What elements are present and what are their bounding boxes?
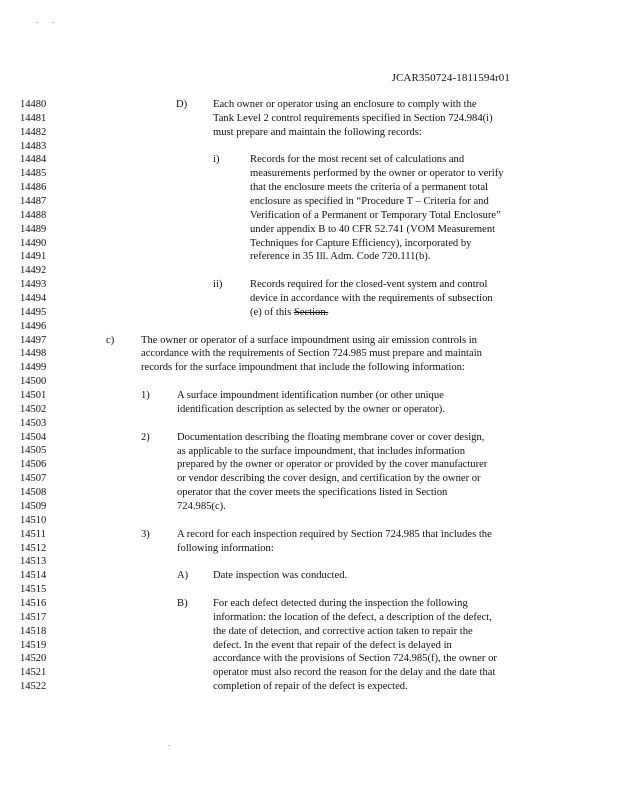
line-number: 14488 <box>20 209 47 221</box>
line-number: 14510 <box>20 514 47 526</box>
line-number: 14481 <box>20 112 47 124</box>
text-line: that the enclosure meets the criteria of a permanent total <box>250 182 488 194</box>
line-number: 14515 <box>20 584 47 596</box>
scan-speck <box>52 22 54 23</box>
text-line: A record for each inspection required by Section 724.985 that includes the <box>177 528 492 540</box>
line-number: 14480 <box>20 99 47 110</box>
line-number: 14494 <box>20 293 47 305</box>
text-line: reference in 35 Ill. Adm. Code 720.111(b). <box>250 251 431 263</box>
line-number: 14511 <box>20 528 46 540</box>
line-number: 14499 <box>20 362 47 374</box>
line-number: 14512 <box>20 542 47 554</box>
document-header-id: JCAR350724-1811594r01 <box>391 72 510 84</box>
line-number: 14504 <box>20 431 47 443</box>
line-number: 14505 <box>20 445 47 457</box>
line-number: 14506 <box>20 459 47 471</box>
text-line: following information: <box>177 542 274 554</box>
text-line: A surface impoundment identification number (or other unique <box>177 390 444 402</box>
line-number: 14507 <box>20 473 47 485</box>
line-number: 14495 <box>20 306 47 318</box>
text-line: Records required for the closed-vent system and control <box>250 279 488 291</box>
text-line: accordance with the provisions of Section 724.985(f), the owner or <box>213 653 497 665</box>
item-c-3-B-marker: B) <box>177 598 188 609</box>
line-number-gutter <box>20 98 68 694</box>
item-c-2-marker: 2) <box>141 431 150 443</box>
text-line: identification description as selected by the owner or operator). <box>177 403 445 415</box>
text-line: under appendix B to 40 CFR 52.741 (VOM Measurement <box>250 223 496 235</box>
scan-speck <box>168 745 170 746</box>
item-c-3-marker: 3) <box>141 528 150 540</box>
line-number: 14508 <box>20 487 47 499</box>
line-number: 14500 <box>20 376 47 388</box>
text-line: Documentation describing the floating membrane cover or cover design, <box>177 431 485 443</box>
line-number: 14503 <box>20 417 47 429</box>
line-number: 14485 <box>20 168 47 180</box>
line-number: 14520 <box>20 653 47 665</box>
line-number: 14514 <box>20 570 47 582</box>
text-line: For each defect detected during the inspection the following <box>213 597 468 609</box>
item-D-ii-last-prefix: (e) of this <box>250 306 294 318</box>
line-number: 14522 <box>20 681 47 693</box>
line-number: 14521 <box>20 667 47 679</box>
text-line: the date of detection, and corrective action taken to repair the <box>213 625 473 637</box>
line-number: 14519 <box>20 639 47 651</box>
line-number: 14492 <box>20 265 47 277</box>
text-line: Date inspection was conducted. <box>213 570 348 582</box>
text-line: records for the surface impoundment that include the following information: <box>141 362 465 374</box>
line-number: 14517 <box>20 611 47 623</box>
line-number: 14498 <box>20 348 47 360</box>
line-number: 14496 <box>20 320 47 332</box>
text-line: Each owner or operator using an enclosure to comply with the <box>213 99 477 110</box>
scan-speck <box>36 22 38 23</box>
text-line: defect. In the event that repair of the defect is delayed in <box>213 639 452 651</box>
line-number: 14518 <box>20 625 47 637</box>
line-number: 14486 <box>20 182 47 194</box>
text-line: Techniques for Capture Efficiency), incorporated by <box>250 237 472 249</box>
item-c-1-marker: 1) <box>141 390 150 402</box>
line-number: 14483 <box>20 140 47 152</box>
text-line: information: the location of the defect, a description of the defect, <box>213 611 492 623</box>
text-line: as applicable to the surface impoundment, that includes information <box>177 445 466 457</box>
text-line: completion of repair of the defect is expected. <box>213 681 408 693</box>
line-number: 14484 <box>20 154 47 166</box>
item-c-3-A-marker: A) <box>177 570 189 582</box>
text-line: 724.985(c). <box>177 500 226 512</box>
item-D-ii-last-line <box>250 306 328 320</box>
text-line: Verification of a Permanent or Temporary Total Enclosure” <box>250 209 501 221</box>
text-line: The owner or operator of a surface impoundment using air emission controls in <box>141 334 477 346</box>
line-number: 14487 <box>20 196 47 208</box>
item-c-marker: c) <box>106 334 115 346</box>
text-line: must prepare and maintain the following records: <box>213 126 422 138</box>
text-line: operator that the cover meets the specifications listed in Section <box>177 487 448 499</box>
item-D-ii-struck-word: Section. <box>293 306 329 318</box>
line-number: 14489 <box>20 223 47 235</box>
line-number: 14502 <box>20 403 47 415</box>
line-number: 14516 <box>20 597 47 609</box>
item-D-i-marker: i) <box>213 154 220 166</box>
line-number: 14482 <box>20 126 47 138</box>
line-number: 14513 <box>20 556 47 568</box>
text-line: enclosure as specified in “Procedure T – Criteria for and <box>250 196 489 208</box>
line-number: 14497 <box>20 334 47 346</box>
text-line: measurements performed by the owner or operator to verify <box>250 168 504 180</box>
text-line: Tank Level 2 control requirements specified in Section 724.984(i) <box>213 112 493 124</box>
text-line: Records for the most recent set of calculations and <box>250 154 465 166</box>
text-line: device in accordance with the requirements of subsection <box>250 293 493 305</box>
text-line: prepared by the owner or operator or provided by the cover manufacturer <box>177 459 488 471</box>
item-D-marker: D) <box>176 99 188 110</box>
text-line: accordance with the requirements of Section 724.985 must prepare and maintain <box>141 348 482 360</box>
line-number: 14493 <box>20 279 47 291</box>
line-number: 14509 <box>20 500 47 512</box>
text-line: operator must also record the reason for the delay and the date that <box>213 667 496 679</box>
line-number: 14501 <box>20 390 47 402</box>
item-D-ii-marker: ii) <box>213 279 223 291</box>
line-number: 14490 <box>20 237 47 249</box>
line-number: 14491 <box>20 251 47 263</box>
text-line: or vendor describing the cover design, and certification by the owner or <box>177 473 481 485</box>
